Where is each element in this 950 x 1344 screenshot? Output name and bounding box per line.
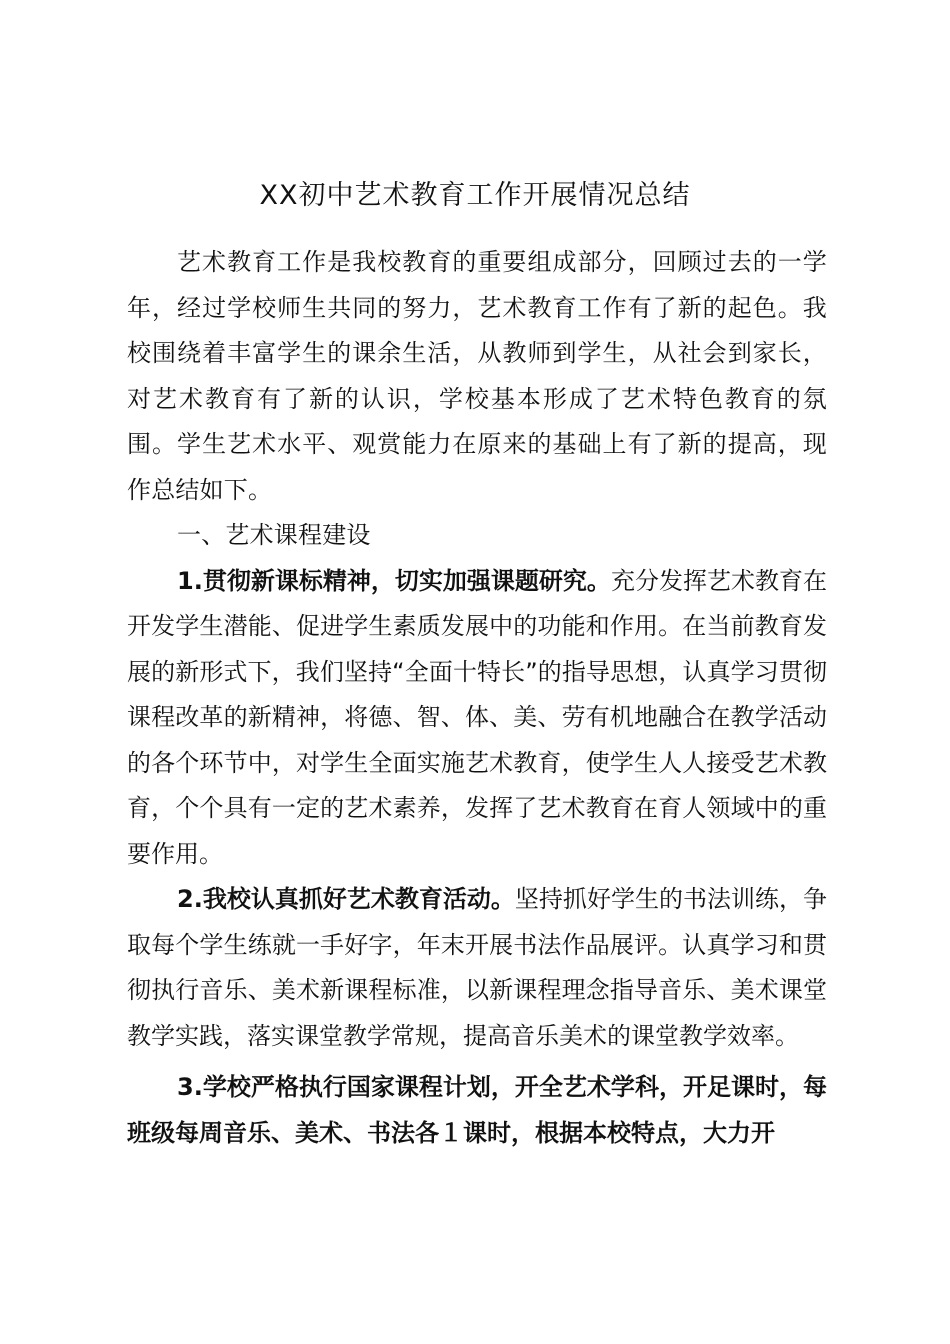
document-body — [127, 240, 827, 1156]
document-title: XX初中艺术教育工作开展情况总结 — [259, 180, 691, 211]
item-2-lead: 2.我校认真抓好艺术教育活动。 — [177, 885, 515, 913]
intro-paragraph: 艺术教育工作是我校教育的重要组成部分，回顾过去的一学年，经过学校师生共同的努力，艺术教育工作有了新的起色。我校围绕着丰富学生的课余生活，从教师到学生，从社会到家长，对艺术教育有了新的认识，学校基本形成了艺术特色教育的氛围。学生艺术水平、观赏能力在原来的基础上有了新的提高，现作总结如下。 — [127, 248, 827, 504]
item-2-text: 坚持抓好学生的书法训练，争取每个学生练就一手好字，年末开展书法作品展评。认真学习和贯彻执行音乐、美术新课程标准，以新课程理念指导音乐、美术课堂教学实践，落实课堂教学常规，提高音乐美术的课堂教学效率。 — [127, 885, 828, 1050]
item-3-paragraph: 3.学校严格执行国家课程计划，开全艺术学科，开足课时，每班级每周音乐、美术、书法各１课时，根据本校特点，大力开 — [127, 1073, 827, 1147]
item-1-lead: 1.贯彻新课标精神，切实加强课题研究。 — [177, 566, 611, 595]
item-1-text: 充分发挥艺术教育在开发学生潜能、促进学生素质发展中的功能和作用。在当前教育发展的新形式下，我们坚持“全面十特长”的指导思想，认真学习贯彻课程改革的新精神，将德、智、体、美、劳有机地融合在教学活动的各个环节中，对学生全面实施艺术教育，使学生人人接受艺术教育，个个具有一定的艺术素养，发挥了艺术教育在育人领域中的重要作用。 — [127, 566, 827, 868]
item-1-paragraph — [127, 559, 827, 878]
section-heading: 一、艺术课程建设 — [177, 521, 371, 549]
item-2-paragraph — [127, 877, 827, 1059]
